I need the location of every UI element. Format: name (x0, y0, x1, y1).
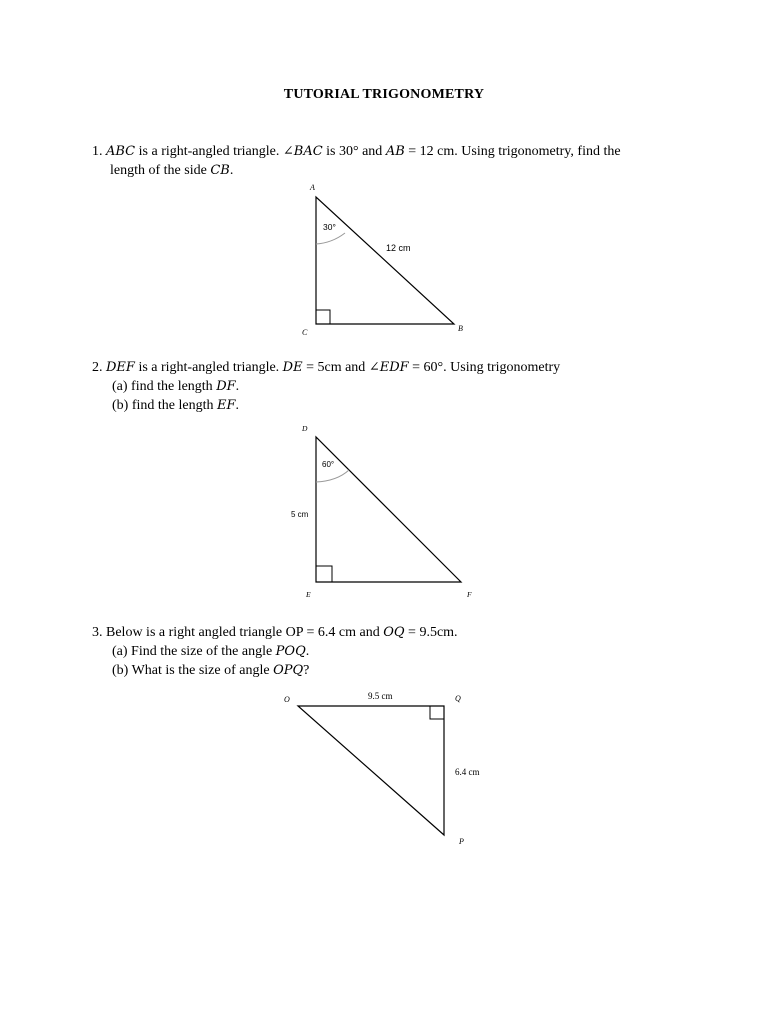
math-term: AB (385, 144, 405, 159)
vertex-label-c: C (302, 328, 308, 337)
text-run: = 9.5cm. (404, 625, 458, 640)
text-run: is 30° and (322, 144, 386, 159)
question-number: 3. (92, 625, 103, 640)
math-term: OQ (383, 625, 405, 640)
text-run: = 5cm and (302, 360, 369, 375)
text-run: is a right-angled triangle. (135, 144, 283, 159)
math-term: OPQ (273, 663, 304, 678)
vertex-label-o: O (284, 695, 290, 704)
text-run: Below is a right angled triangle OP = 6.4 cm and (106, 625, 384, 640)
vertex-label-a: A (310, 183, 315, 192)
vertex-label-f: F (467, 590, 472, 599)
math-term: DE (282, 360, 303, 375)
side-label: 12 cm (386, 243, 411, 253)
text-run: . (235, 398, 239, 413)
text-run: . (305, 644, 310, 659)
text-run: . (229, 163, 234, 178)
math-term: EF (216, 398, 236, 413)
side-label-top: 9.5 cm (368, 691, 393, 701)
vertex-label-p: P (459, 837, 464, 846)
text-run: is a right-angled triangle. (134, 360, 283, 375)
side-label: 5 cm (291, 510, 309, 519)
math-term: ABC (106, 144, 136, 159)
vertex-label-q: Q (455, 694, 461, 703)
side-label-right: 6.4 cm (455, 767, 480, 777)
text-run: . (235, 379, 240, 394)
vertex-label-e: E (306, 590, 311, 599)
math-term: DF (216, 379, 236, 394)
text-run: (a) Find the size of the angle (112, 644, 276, 659)
question-number: 1. (92, 144, 103, 159)
text-run: length of the side (110, 163, 211, 178)
page-title: TUTORIAL TRIGONOMETRY (283, 87, 485, 102)
text-run: (a) find the length (112, 379, 217, 394)
angle-label: 60° (322, 460, 335, 469)
triangle-opq (298, 706, 444, 835)
math-term: DEF (106, 360, 135, 375)
math-term: CB (210, 163, 230, 178)
right-angle-marker (430, 706, 444, 719)
text-run: = 60°. Using trigonometry (408, 360, 561, 375)
math-term: ∠EDF (368, 360, 409, 375)
text-run: (b) What is the size of angle (112, 663, 274, 678)
text-run: (b) find the length (112, 398, 217, 413)
vertex-label-b: B (458, 324, 463, 333)
vertex-label-d: D (302, 424, 308, 433)
math-term: POQ (275, 644, 306, 659)
text-run: = 12 cm. Using trigonometry, find the (404, 144, 621, 159)
text-run: ? (303, 663, 310, 678)
question-number: 2. (92, 360, 103, 375)
angle-label: 30° (323, 222, 336, 232)
math-term: ∠BAC (282, 144, 323, 159)
